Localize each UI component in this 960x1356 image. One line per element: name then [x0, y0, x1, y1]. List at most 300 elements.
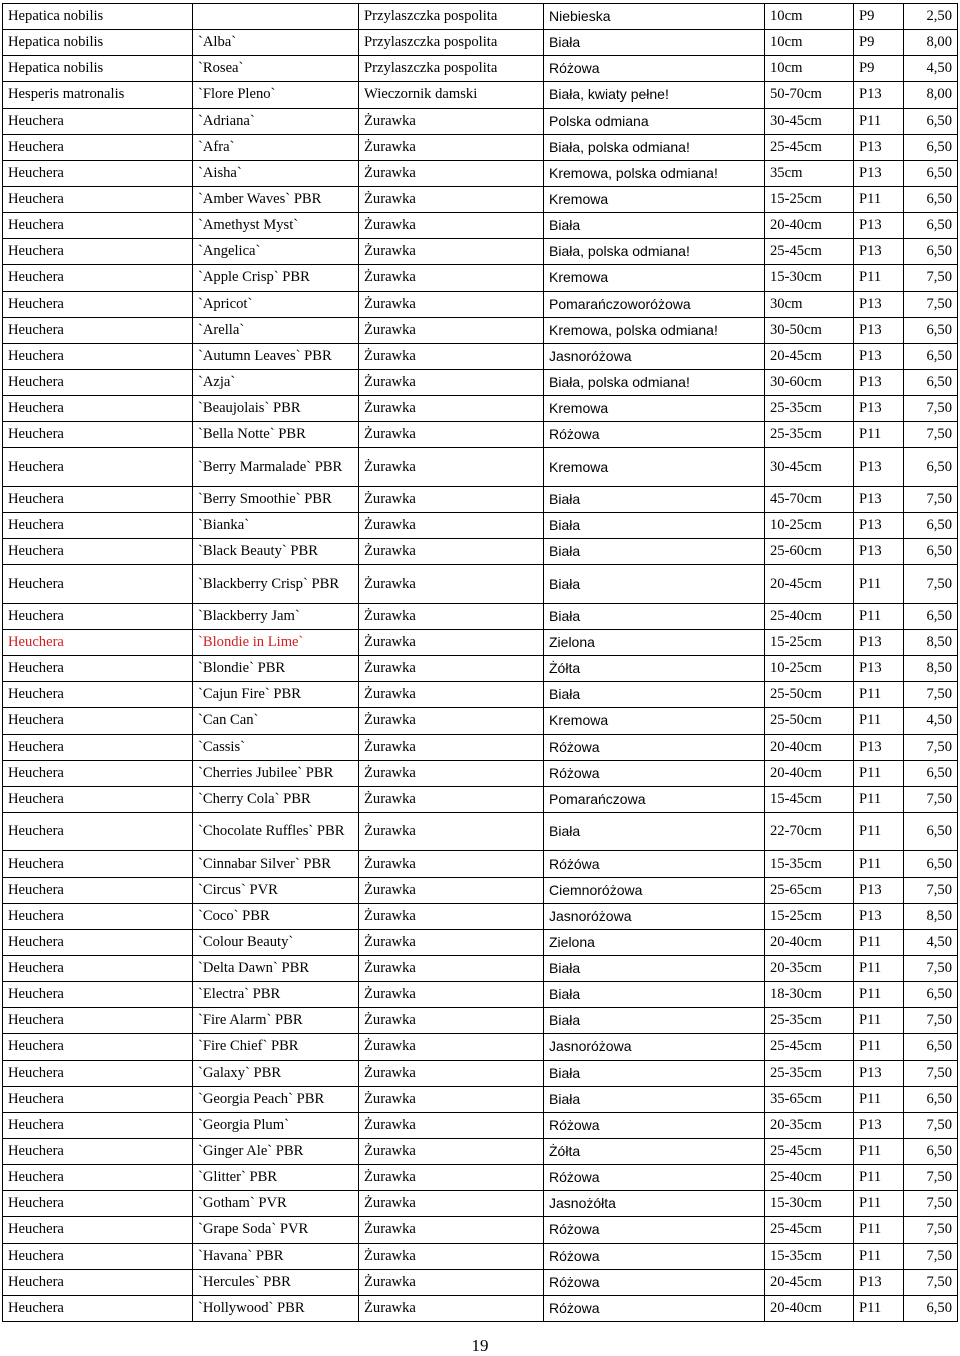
genus-cell: Heuchera: [3, 486, 193, 512]
price-cell: 7,50: [904, 265, 958, 291]
pot-size-cell: P11: [854, 1138, 904, 1164]
common-name-cell: Żurawka: [359, 213, 544, 239]
cultivar-cell: `Ginger Ale` PBR: [193, 1138, 359, 1164]
genus-cell: Heuchera: [3, 1112, 193, 1138]
pot-size-cell: P11: [854, 603, 904, 629]
height-cell: 15-45cm: [765, 786, 854, 812]
cultivar-cell: `Galaxy` PBR: [193, 1060, 359, 1086]
cultivar-cell: `Blondie in Lime`: [193, 629, 359, 655]
height-cell: 15-25cm: [765, 903, 854, 929]
flower-color-cell: Różowa: [544, 760, 765, 786]
genus-cell: Hepatica nobilis: [3, 30, 193, 56]
table-row: [3, 213, 958, 239]
price-cell: 4,50: [904, 929, 958, 955]
pot-size-cell: P11: [854, 108, 904, 134]
genus-cell: Heuchera: [3, 1034, 193, 1060]
pot-size-cell: P11: [854, 929, 904, 955]
height-cell: 20-40cm: [765, 760, 854, 786]
height-cell: 25-35cm: [765, 1060, 854, 1086]
height-cell: 15-25cm: [765, 629, 854, 655]
common-name-cell: Żurawka: [359, 134, 544, 160]
cultivar-cell: `Afra`: [193, 134, 359, 160]
common-name-cell: Żurawka: [359, 786, 544, 812]
common-name-cell: Żurawka: [359, 1217, 544, 1243]
common-name-cell: Żurawka: [359, 1138, 544, 1164]
genus-cell: Heuchera: [3, 982, 193, 1008]
flower-color-cell: Różowa: [544, 422, 765, 448]
flower-color-cell: Biała, polska odmiana!: [544, 134, 765, 160]
cultivar-cell: `Cassis`: [193, 734, 359, 760]
cultivar-cell: `Blondie` PBR: [193, 656, 359, 682]
flower-color-cell: Biała: [544, 513, 765, 539]
flower-color-cell: Różowa: [544, 1165, 765, 1191]
price-cell: 6,50: [904, 108, 958, 134]
price-cell: 7,50: [904, 682, 958, 708]
genus-cell: Heuchera: [3, 343, 193, 369]
height-cell: 20-40cm: [765, 213, 854, 239]
common-name-cell: Żurawka: [359, 682, 544, 708]
genus-cell: Heuchera: [3, 513, 193, 539]
height-cell: 35-65cm: [765, 1086, 854, 1112]
common-name-cell: Żurawka: [359, 760, 544, 786]
common-name-cell: Żurawka: [359, 734, 544, 760]
table-row: [3, 160, 958, 186]
cultivar-cell: [193, 4, 359, 30]
cultivar-cell: `Bianka`: [193, 513, 359, 539]
table-row: [3, 708, 958, 734]
price-cell: 6,50: [904, 343, 958, 369]
pot-size-cell: P11: [854, 1191, 904, 1217]
flower-color-cell: Biała: [544, 1008, 765, 1034]
genus-cell: Heuchera: [3, 317, 193, 343]
flower-color-cell: Biała: [544, 1086, 765, 1112]
table-row: [3, 448, 958, 487]
cultivar-cell: `Arella`: [193, 317, 359, 343]
height-cell: 25-45cm: [765, 1138, 854, 1164]
cultivar-cell: `Flore Pleno`: [193, 82, 359, 108]
cultivar-cell: `Azja`: [193, 369, 359, 395]
genus-cell: Heuchera: [3, 160, 193, 186]
flower-color-cell: Żółta: [544, 1138, 765, 1164]
cultivar-cell: `Grape Soda` PVR: [193, 1217, 359, 1243]
genus-cell: Heuchera: [3, 265, 193, 291]
pot-size-cell: P13: [854, 539, 904, 565]
common-name-cell: Żurawka: [359, 239, 544, 265]
cultivar-cell: `Berry Smoothie` PBR: [193, 486, 359, 512]
common-name-cell: Żurawka: [359, 956, 544, 982]
flower-color-cell: Polska odmiana: [544, 108, 765, 134]
genus-cell: Heuchera: [3, 1243, 193, 1269]
common-name-cell: Żurawka: [359, 448, 544, 487]
genus-cell: Heuchera: [3, 565, 193, 604]
cultivar-cell: `Angelica`: [193, 239, 359, 265]
table-row: [3, 929, 958, 955]
price-cell: 7,50: [904, 956, 958, 982]
genus-cell: Heuchera: [3, 213, 193, 239]
table-row: [3, 317, 958, 343]
pot-size-cell: P13: [854, 317, 904, 343]
cultivar-cell: `Cherries Jubilee` PBR: [193, 760, 359, 786]
cultivar-cell: `Autumn Leaves` PBR: [193, 343, 359, 369]
price-cell: 6,50: [904, 134, 958, 160]
table-row: [3, 877, 958, 903]
table-row: [3, 30, 958, 56]
pot-size-cell: P13: [854, 903, 904, 929]
genus-cell: Heuchera: [3, 239, 193, 265]
pot-size-cell: P11: [854, 1034, 904, 1060]
height-cell: 20-40cm: [765, 929, 854, 955]
price-cell: 7,50: [904, 1008, 958, 1034]
table-row: [3, 982, 958, 1008]
table-row: [3, 369, 958, 395]
genus-cell: Heuchera: [3, 134, 193, 160]
table-row: [3, 656, 958, 682]
flower-color-cell: Biała, kwiaty pełne!: [544, 82, 765, 108]
cultivar-cell: `Fire Alarm` PBR: [193, 1008, 359, 1034]
price-cell: 7,50: [904, 1243, 958, 1269]
price-cell: 6,50: [904, 760, 958, 786]
price-cell: 6,50: [904, 603, 958, 629]
height-cell: 50-70cm: [765, 82, 854, 108]
pot-size-cell: P9: [854, 4, 904, 30]
common-name-cell: Żurawka: [359, 1269, 544, 1295]
height-cell: 15-35cm: [765, 851, 854, 877]
genus-cell: Heuchera: [3, 903, 193, 929]
genus-cell: Heuchera: [3, 629, 193, 655]
flower-color-cell: Kremowa: [544, 448, 765, 487]
cultivar-cell: `Chocolate Ruffles` PBR: [193, 812, 359, 851]
cultivar-cell: `Gotham` PVR: [193, 1191, 359, 1217]
pot-size-cell: P11: [854, 186, 904, 212]
flower-color-cell: Kremowa: [544, 708, 765, 734]
table-row: [3, 1191, 958, 1217]
flower-color-cell: Biała: [544, 539, 765, 565]
height-cell: 15-30cm: [765, 265, 854, 291]
flower-color-cell: Kremowa, polska odmiana!: [544, 160, 765, 186]
flower-color-cell: Jasnożółta: [544, 1191, 765, 1217]
price-cell: 6,50: [904, 213, 958, 239]
cultivar-cell: `Blackberry Jam`: [193, 603, 359, 629]
table-row: [3, 1138, 958, 1164]
common-name-cell: Żurawka: [359, 108, 544, 134]
height-cell: 10-25cm: [765, 513, 854, 539]
height-cell: 25-45cm: [765, 134, 854, 160]
flower-color-cell: Zielona: [544, 929, 765, 955]
height-cell: 25-50cm: [765, 708, 854, 734]
pot-size-cell: P11: [854, 1243, 904, 1269]
price-cell: 4,50: [904, 56, 958, 82]
genus-cell: Heuchera: [3, 1217, 193, 1243]
common-name-cell: Żurawka: [359, 291, 544, 317]
height-cell: 25-35cm: [765, 396, 854, 422]
flower-color-cell: Niebieska: [544, 4, 765, 30]
cultivar-cell: `Cajun Fire` PBR: [193, 682, 359, 708]
price-cell: 7,50: [904, 565, 958, 604]
genus-cell: Heuchera: [3, 708, 193, 734]
genus-cell: Heuchera: [3, 786, 193, 812]
pot-size-cell: P11: [854, 1008, 904, 1034]
height-cell: 30-60cm: [765, 369, 854, 395]
price-cell: 6,50: [904, 448, 958, 487]
flower-color-cell: Biała: [544, 565, 765, 604]
pot-size-cell: P11: [854, 1217, 904, 1243]
genus-cell: Heuchera: [3, 1060, 193, 1086]
genus-cell: Heuchera: [3, 1008, 193, 1034]
pot-size-cell: P13: [854, 369, 904, 395]
price-cell: 6,50: [904, 186, 958, 212]
common-name-cell: Żurawka: [359, 486, 544, 512]
genus-cell: Heuchera: [3, 734, 193, 760]
price-cell: 6,50: [904, 317, 958, 343]
cultivar-cell: `Apple Crisp` PBR: [193, 265, 359, 291]
genus-cell: Heuchera: [3, 539, 193, 565]
pot-size-cell: P13: [854, 160, 904, 186]
pot-size-cell: P13: [854, 213, 904, 239]
pot-size-cell: P13: [854, 343, 904, 369]
pot-size-cell: P11: [854, 851, 904, 877]
price-cell: 7,50: [904, 1269, 958, 1295]
pot-size-cell: P13: [854, 448, 904, 487]
flower-color-cell: Różowa: [544, 1295, 765, 1321]
cultivar-cell: `Alba`: [193, 30, 359, 56]
common-name-cell: Żurawka: [359, 539, 544, 565]
height-cell: 25-45cm: [765, 1217, 854, 1243]
common-name-cell: Przylaszczka pospolita: [359, 4, 544, 30]
table-row: [3, 422, 958, 448]
common-name-cell: Żurawka: [359, 903, 544, 929]
flower-color-cell: Biała: [544, 603, 765, 629]
genus-cell: Hesperis matronalis: [3, 82, 193, 108]
pot-size-cell: P13: [854, 396, 904, 422]
genus-cell: Heuchera: [3, 656, 193, 682]
table-row: [3, 134, 958, 160]
table-row: [3, 603, 958, 629]
height-cell: 25-50cm: [765, 682, 854, 708]
cultivar-cell: `Apricot`: [193, 291, 359, 317]
flower-color-cell: Pomarańczoworóżowa: [544, 291, 765, 317]
height-cell: 10-25cm: [765, 656, 854, 682]
pot-size-cell: P13: [854, 734, 904, 760]
cultivar-cell: `Aisha`: [193, 160, 359, 186]
table-row: [3, 851, 958, 877]
price-cell: 7,50: [904, 1217, 958, 1243]
common-name-cell: Żurawka: [359, 1060, 544, 1086]
pot-size-cell: P13: [854, 656, 904, 682]
cultivar-cell: `Fire Chief` PBR: [193, 1034, 359, 1060]
flower-color-cell: Biała, polska odmiana!: [544, 239, 765, 265]
price-cell: 6,50: [904, 982, 958, 1008]
table-row: [3, 4, 958, 30]
table-row: [3, 291, 958, 317]
table-row: [3, 486, 958, 512]
height-cell: 25-40cm: [765, 603, 854, 629]
height-cell: 25-45cm: [765, 239, 854, 265]
pot-size-cell: P13: [854, 134, 904, 160]
cultivar-cell: `Blackberry Crisp` PBR: [193, 565, 359, 604]
pot-size-cell: P9: [854, 30, 904, 56]
table-row: [3, 1034, 958, 1060]
price-cell: 6,50: [904, 160, 958, 186]
table-row: [3, 186, 958, 212]
price-cell: 6,50: [904, 1138, 958, 1164]
price-cell: 6,50: [904, 513, 958, 539]
price-cell: 7,50: [904, 422, 958, 448]
cultivar-cell: `Cinnabar Silver` PBR: [193, 851, 359, 877]
genus-cell: Heuchera: [3, 760, 193, 786]
common-name-cell: Żurawka: [359, 1295, 544, 1321]
height-cell: 30-45cm: [765, 448, 854, 487]
common-name-cell: Żurawka: [359, 603, 544, 629]
flower-color-cell: Kremowa: [544, 265, 765, 291]
common-name-cell: Żurawka: [359, 1191, 544, 1217]
common-name-cell: Żurawka: [359, 343, 544, 369]
common-name-cell: Żurawka: [359, 629, 544, 655]
flower-color-cell: Różówa: [544, 851, 765, 877]
genus-cell: Heuchera: [3, 929, 193, 955]
pot-size-cell: P13: [854, 1112, 904, 1138]
height-cell: 25-65cm: [765, 877, 854, 903]
pot-size-cell: P11: [854, 760, 904, 786]
common-name-cell: Żurawka: [359, 565, 544, 604]
cultivar-cell: `Georgia Plum`: [193, 1112, 359, 1138]
price-cell: 8,50: [904, 629, 958, 655]
pot-size-cell: P13: [854, 1269, 904, 1295]
common-name-cell: Żurawka: [359, 1165, 544, 1191]
flower-color-cell: Jasnoróżowa: [544, 343, 765, 369]
price-cell: 6,50: [904, 851, 958, 877]
flower-color-cell: Zielona: [544, 629, 765, 655]
pot-size-cell: P11: [854, 1086, 904, 1112]
height-cell: 30-50cm: [765, 317, 854, 343]
flower-color-cell: Jasnoróżowa: [544, 1034, 765, 1060]
price-cell: 6,50: [904, 1086, 958, 1112]
cultivar-cell: `Cherry Cola` PBR: [193, 786, 359, 812]
height-cell: 25-45cm: [765, 1034, 854, 1060]
catalog-body: [3, 4, 958, 1322]
flower-color-cell: Biała: [544, 982, 765, 1008]
height-cell: 35cm: [765, 160, 854, 186]
pot-size-cell: P11: [854, 1295, 904, 1321]
table-row: [3, 265, 958, 291]
table-row: [3, 565, 958, 604]
cultivar-cell: `Berry Marmalade` PBR: [193, 448, 359, 487]
price-cell: 6,50: [904, 1295, 958, 1321]
price-cell: 8,50: [904, 656, 958, 682]
price-cell: 7,50: [904, 486, 958, 512]
table-row: [3, 786, 958, 812]
flower-color-cell: Biała, polska odmiana!: [544, 369, 765, 395]
pot-size-cell: P11: [854, 1165, 904, 1191]
genus-cell: Heuchera: [3, 1191, 193, 1217]
pot-size-cell: P11: [854, 708, 904, 734]
genus-cell: Heuchera: [3, 956, 193, 982]
height-cell: 25-40cm: [765, 1165, 854, 1191]
height-cell: 20-45cm: [765, 343, 854, 369]
pot-size-cell: P11: [854, 682, 904, 708]
table-row: [3, 108, 958, 134]
pot-size-cell: P11: [854, 812, 904, 851]
common-name-cell: Przylaszczka pospolita: [359, 30, 544, 56]
table-row: [3, 812, 958, 851]
table-row: [3, 396, 958, 422]
height-cell: 20-35cm: [765, 1112, 854, 1138]
cultivar-cell: `Hercules` PBR: [193, 1269, 359, 1295]
table-row: [3, 760, 958, 786]
genus-cell: Heuchera: [3, 108, 193, 134]
cultivar-cell: `Rosea`: [193, 56, 359, 82]
table-row: [3, 734, 958, 760]
common-name-cell: Żurawka: [359, 396, 544, 422]
cultivar-cell: `Black Beauty` PBR: [193, 539, 359, 565]
common-name-cell: Żurawka: [359, 317, 544, 343]
flower-color-cell: Biała: [544, 213, 765, 239]
height-cell: 20-40cm: [765, 734, 854, 760]
pot-size-cell: P13: [854, 239, 904, 265]
cultivar-cell: `Georgia Peach` PBR: [193, 1086, 359, 1112]
flower-color-cell: Biała: [544, 812, 765, 851]
price-cell: 8,50: [904, 903, 958, 929]
height-cell: 10cm: [765, 4, 854, 30]
height-cell: 20-45cm: [765, 1269, 854, 1295]
flower-color-cell: Różowa: [544, 56, 765, 82]
common-name-cell: Żurawka: [359, 708, 544, 734]
table-row: [3, 1269, 958, 1295]
price-cell: 4,50: [904, 708, 958, 734]
table-row: [3, 1086, 958, 1112]
common-name-cell: Żurawka: [359, 982, 544, 1008]
common-name-cell: Żurawka: [359, 265, 544, 291]
price-cell: 6,50: [904, 812, 958, 851]
table-row: [3, 1112, 958, 1138]
plant-catalog-table: [2, 3, 958, 1322]
height-cell: 20-40cm: [765, 1295, 854, 1321]
pot-size-cell: P11: [854, 786, 904, 812]
flower-color-cell: Różowa: [544, 1243, 765, 1269]
flower-color-cell: Różowa: [544, 1269, 765, 1295]
cultivar-cell: `Colour Beauty`: [193, 929, 359, 955]
table-row: [3, 56, 958, 82]
height-cell: 18-30cm: [765, 982, 854, 1008]
genus-cell: Heuchera: [3, 851, 193, 877]
price-cell: 6,50: [904, 539, 958, 565]
common-name-cell: Żurawka: [359, 160, 544, 186]
common-name-cell: Żurawka: [359, 929, 544, 955]
table-row: [3, 539, 958, 565]
cultivar-cell: `Circus` PVR: [193, 877, 359, 903]
common-name-cell: Żurawka: [359, 812, 544, 851]
page-number: 19: [471, 1336, 489, 1355]
flower-color-cell: Pomarańczowa: [544, 786, 765, 812]
price-cell: 7,50: [904, 734, 958, 760]
cultivar-cell: `Electra` PBR: [193, 982, 359, 1008]
pot-size-cell: P11: [854, 422, 904, 448]
height-cell: 25-35cm: [765, 422, 854, 448]
common-name-cell: Żurawka: [359, 1112, 544, 1138]
common-name-cell: Żurawka: [359, 1034, 544, 1060]
price-cell: 7,50: [904, 1191, 958, 1217]
common-name-cell: Żurawka: [359, 1008, 544, 1034]
cultivar-cell: `Adriana`: [193, 108, 359, 134]
height-cell: 25-60cm: [765, 539, 854, 565]
common-name-cell: Przylaszczka pospolita: [359, 56, 544, 82]
table-row: [3, 629, 958, 655]
flower-color-cell: Biała: [544, 1060, 765, 1086]
pot-size-cell: P11: [854, 956, 904, 982]
common-name-cell: Żurawka: [359, 369, 544, 395]
flower-color-cell: Jasnoróżowa: [544, 903, 765, 929]
flower-color-cell: Ciemnoróżowa: [544, 877, 765, 903]
genus-cell: Heuchera: [3, 812, 193, 851]
